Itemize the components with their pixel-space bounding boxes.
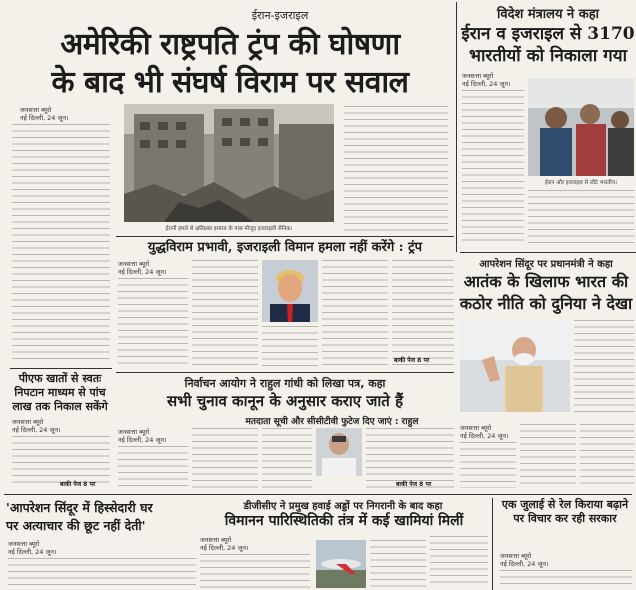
rahul-photo (316, 428, 362, 476)
middle-story-body-col4 (322, 260, 388, 368)
dateline-place: नई दिल्ली, 24 जून। (12, 426, 61, 434)
aircraft-photo (316, 540, 366, 588)
top-story-dateline (20, 106, 110, 122)
right-top-kicker: विदेश मंत्रालय ने कहा (496, 7, 600, 22)
top-story-body-col1 (12, 124, 110, 362)
section-rule (116, 236, 454, 237)
right-mid-kicker: आपरेशन सिंदूर पर प्रधानमंत्री ने कहा (479, 259, 613, 270)
destroyed-building-image (124, 104, 334, 222)
right-mid-body-3 (520, 424, 576, 488)
bottom-left-headline-line2: पर अत्याचार की छूट नहीं देती' (6, 518, 146, 533)
bottom-center-kicker: डीजीसीए ने प्रमुख हवाई अड्डों पर निगरानी के बाद कहा (243, 501, 443, 512)
middle-story-body-col1 (118, 278, 188, 368)
dateline-agency: जनसत्ता ब्यूरो (20, 106, 52, 114)
bottom-right-headline: एक जुलाई से रेल किराया बढ़ाने पर विचार कर रही सरकार (501, 498, 629, 525)
dateline-agency: जनसत्ता ब्यूरो (460, 424, 492, 432)
election-headline: सभी चुनाव कानून के अनुसार कराए जाते हैं (166, 392, 404, 410)
dateline-agency: जनसत्ता ब्यूरो (500, 552, 532, 560)
right-top-headline-line1: ईरान व इजराइल से 3170 (461, 24, 635, 44)
middle-story-body-col5 (392, 260, 454, 368)
column-divider (456, 2, 457, 252)
election-kicker: निर्वाचन आयोग ने राहुल गांधी को लिखा पत्र, कहा (184, 377, 386, 390)
dateline-place: नई दिल्ली, 24 जून। (118, 268, 167, 276)
trump-portrait-image (262, 260, 318, 322)
top-story-photo-caption: ईरानी हमले से क्षतिग्रस्त इमारत के पास मौजूद इजराइली सैनिक। (165, 226, 293, 232)
dateline-place: नई दिल्ली, 24 जून। (460, 432, 509, 440)
section-rule-right (460, 252, 636, 253)
bottom-center-body-2 (370, 540, 426, 588)
continued-label-c: बाकी पेज 8 पर (396, 481, 432, 488)
right-top-photo-caption: ईरान और इजराइल से लौटे भारतीय। (545, 180, 617, 186)
bottom-right-dateline (500, 552, 580, 568)
continued-label-b: बाकी पेज 8 पर (60, 481, 96, 488)
right-mid-headline-line1: आतंक के खिलाफ भारत की (463, 272, 629, 291)
left-small-dateline (12, 418, 102, 434)
bottom-rule (4, 494, 632, 495)
right-mid-headline-line2: कठोर नीति को दुनिया ने देखा (459, 294, 633, 313)
top-story-body-col2 (344, 106, 448, 232)
top-story-kicker: ईरान-इजराइल (251, 9, 309, 22)
top-story-headline-line1: अमेरिकी राष्ट्रपति ट्रंप की घोषणा (60, 27, 400, 62)
dateline-agency: जनसत्ता ब्यूरो (118, 260, 150, 268)
election-body-col2 (192, 428, 258, 488)
dateline-agency: जनसत्ता ब्यूरो (200, 536, 232, 544)
returnees-image (528, 78, 634, 176)
right-mid-body-2 (460, 442, 516, 488)
middle-story-dateline (118, 260, 198, 276)
left-small-headline: पीएफ खातों से स्वतः निपटान माध्यम से पांच लाख तक निकाल सकेंगे (12, 372, 108, 413)
dateline-place: नई दिल्ली, 24 जून। (118, 436, 167, 444)
right-mid-body-4 (580, 424, 634, 488)
election-dateline (118, 428, 198, 444)
middle-story-headline: युद्धविराम प्रभावी, इजराइली विमान हमला नहीं करेंगे : ट्रंप (147, 240, 423, 255)
middle-story-body-col2 (192, 260, 258, 368)
modi-photo-caption (460, 414, 634, 420)
right-top-photo (528, 78, 634, 176)
election-subhead: मतदाता सूची और सीसीटीवी फुटेज दिए जाएं : राहुल (245, 417, 419, 427)
section-rule-election (116, 372, 454, 373)
dateline-place: नई दिल्ली, 24 जून। (200, 544, 249, 552)
top-story-headline-line2: के बाद भी संघर्ष विराम पर सवाल (51, 65, 409, 100)
section-rule-left (10, 368, 112, 369)
election-body-col1 (118, 446, 188, 488)
column-divider-bottom (492, 498, 493, 590)
right-mid-body (574, 320, 634, 412)
bottom-left-dateline (8, 540, 88, 556)
trump-photo (262, 260, 318, 322)
bottom-center-body-3 (430, 536, 488, 588)
bottom-right-body (500, 570, 632, 588)
middle-story-body-col3 (262, 326, 318, 368)
election-body-col3 (262, 428, 312, 488)
right-top-body (462, 90, 524, 246)
rahul-portrait-image (316, 428, 362, 476)
dateline-place: नई दिल्ली, 24 जून। (462, 80, 511, 88)
dateline-place: नई दिल्ली, 24 जून। (20, 114, 69, 122)
dateline-agency: जनसत्ता ब्यूरो (118, 428, 150, 436)
right-top-headline-line2: भारतीयों को निकाला गया (469, 46, 627, 66)
dateline-place: नई दिल्ली, 24 जून। (500, 560, 549, 568)
bottom-center-body-1 (200, 554, 310, 588)
election-body-col4 (366, 428, 454, 488)
bottom-center-headline: विमानन पारिस्थितिकी तंत्र में कई खामियां मिलीं (224, 513, 464, 529)
modi-speaking-image (460, 320, 570, 412)
bottom-left-headline-line1: 'आपरेशन सिंदूर में हिस्सेदारी घर (6, 500, 153, 515)
bottom-left-body (8, 558, 196, 588)
bottom-center-dateline (200, 536, 280, 552)
dateline-agency: जनसत्ता ब्यूरो (12, 418, 44, 426)
dateline-agency: जनसत्ता ब्यूरो (8, 540, 40, 548)
dateline-agency: जनसत्ता ब्यूरो (462, 72, 494, 80)
continued-label-a: बाकी पेज 8 पर (394, 357, 430, 364)
top-story-photo (124, 104, 334, 222)
dateline-place: नई दिल्ली, 24 जून। (8, 548, 57, 556)
aircraft-image (316, 540, 366, 588)
right-top-body-2 (528, 190, 634, 246)
modi-photo (460, 320, 570, 412)
